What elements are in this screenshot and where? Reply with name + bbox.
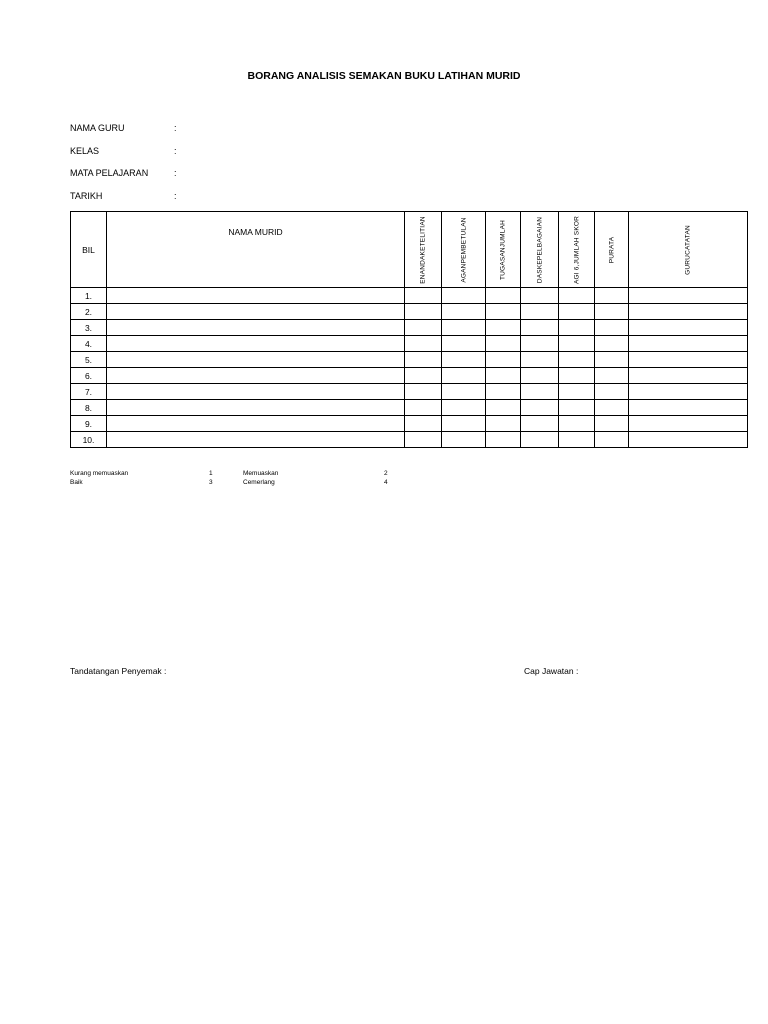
cell[interactable] bbox=[521, 416, 559, 432]
table-row bbox=[71, 304, 748, 320]
cell[interactable] bbox=[559, 384, 595, 400]
row-number: 3. bbox=[71, 320, 107, 336]
cell[interactable] bbox=[521, 288, 559, 304]
row-number: 1. bbox=[71, 288, 107, 304]
header-col-4-label: DASKEPELBAGAIAN bbox=[536, 216, 543, 283]
row-number: 5. bbox=[71, 352, 107, 368]
cell[interactable] bbox=[521, 352, 559, 368]
cell[interactable] bbox=[405, 304, 442, 320]
cell[interactable] bbox=[521, 304, 559, 320]
page-title: BORANG ANALISIS SEMAKAN BUKU LATIHAN MURID bbox=[247, 70, 521, 82]
legend-value: 2 bbox=[384, 470, 388, 477]
table-row bbox=[71, 288, 748, 304]
table-row bbox=[71, 368, 748, 384]
legend-label-cemerlang: Cemerlang bbox=[243, 479, 275, 486]
header-col-2-label: AGANPEMBETULAN bbox=[460, 216, 467, 283]
row-number: 9. bbox=[71, 416, 107, 432]
cell[interactable] bbox=[629, 336, 748, 352]
stamp-label: Cap Jawatan : bbox=[524, 666, 579, 676]
header-purata-label: PURATA bbox=[608, 236, 615, 263]
cell[interactable] bbox=[521, 336, 559, 352]
cell[interactable] bbox=[442, 432, 486, 448]
info-label: TARIKH bbox=[70, 191, 103, 201]
info-colon: : bbox=[174, 191, 177, 201]
cell[interactable] bbox=[405, 352, 442, 368]
score-legend bbox=[70, 469, 400, 489]
header-nama-murid-label: NAMA MURID bbox=[228, 227, 283, 237]
legend-label-kurang-memuaskan: Kurang memuaskan bbox=[70, 470, 129, 477]
cell-nama[interactable] bbox=[107, 416, 405, 432]
cell-nama[interactable] bbox=[107, 288, 405, 304]
cell-nama[interactable] bbox=[107, 384, 405, 400]
cell[interactable] bbox=[595, 416, 629, 432]
cell[interactable] bbox=[595, 368, 629, 384]
cell[interactable] bbox=[559, 304, 595, 320]
table-row bbox=[71, 352, 748, 368]
cell[interactable] bbox=[486, 304, 521, 320]
cell[interactable] bbox=[442, 336, 486, 352]
header-col-1 bbox=[405, 212, 442, 288]
table-header-row bbox=[71, 212, 748, 288]
cell[interactable] bbox=[559, 416, 595, 432]
cell[interactable] bbox=[629, 384, 748, 400]
legend-label-baik: Baik bbox=[70, 479, 83, 486]
cell[interactable] bbox=[559, 432, 595, 448]
header-catatan bbox=[629, 212, 748, 288]
header-catatan-label: GURUCATATAN bbox=[684, 224, 692, 275]
cell-nama[interactable] bbox=[107, 336, 405, 352]
cell[interactable] bbox=[486, 352, 521, 368]
signature-label: Tandatangan Penyemak : bbox=[70, 666, 167, 676]
cell[interactable] bbox=[629, 352, 748, 368]
header-col-5-label: AGI 6,JUMLAH SKOR bbox=[573, 215, 580, 284]
cell-nama[interactable] bbox=[107, 432, 405, 448]
cell[interactable] bbox=[595, 320, 629, 336]
cell-nama[interactable] bbox=[107, 400, 405, 416]
cell[interactable] bbox=[486, 400, 521, 416]
cell[interactable] bbox=[595, 400, 629, 416]
info-label: NAMA GURU bbox=[70, 123, 125, 133]
cell[interactable] bbox=[629, 400, 748, 416]
cell[interactable] bbox=[486, 336, 521, 352]
cell[interactable] bbox=[559, 336, 595, 352]
cell[interactable] bbox=[629, 304, 748, 320]
cell[interactable] bbox=[595, 304, 629, 320]
cell[interactable] bbox=[629, 320, 748, 336]
cell-nama[interactable] bbox=[107, 352, 405, 368]
cell[interactable] bbox=[595, 432, 629, 448]
legend-value: 3 bbox=[209, 479, 213, 486]
table-row bbox=[71, 416, 748, 432]
cell[interactable] bbox=[629, 432, 748, 448]
cell[interactable] bbox=[405, 400, 442, 416]
cell[interactable] bbox=[595, 336, 629, 352]
table-row bbox=[71, 320, 748, 336]
row-number: 8. bbox=[71, 400, 107, 416]
cell[interactable] bbox=[405, 432, 442, 448]
table-row bbox=[71, 432, 748, 448]
cell[interactable] bbox=[486, 368, 521, 384]
cell[interactable] bbox=[486, 416, 521, 432]
cell[interactable] bbox=[559, 320, 595, 336]
cell-nama[interactable] bbox=[107, 368, 405, 384]
table-row bbox=[71, 400, 748, 416]
cell[interactable] bbox=[486, 320, 521, 336]
cell[interactable] bbox=[405, 288, 442, 304]
cell[interactable] bbox=[486, 288, 521, 304]
cell[interactable] bbox=[442, 352, 486, 368]
cell[interactable] bbox=[405, 368, 442, 384]
header-col-1-label: ENANDAKETELITIAN bbox=[419, 215, 427, 284]
info-label: KELAS bbox=[70, 146, 100, 156]
row-number: 4. bbox=[71, 336, 107, 352]
cell[interactable] bbox=[521, 368, 559, 384]
cell[interactable] bbox=[442, 416, 486, 432]
info-colon: : bbox=[174, 168, 177, 178]
cell[interactable] bbox=[405, 416, 442, 432]
cell[interactable] bbox=[521, 384, 559, 400]
header-col-4 bbox=[521, 212, 559, 288]
cell[interactable] bbox=[595, 384, 629, 400]
header-col-5 bbox=[559, 212, 595, 288]
cell[interactable] bbox=[559, 288, 595, 304]
row-number: 6. bbox=[71, 368, 107, 384]
header-bil: BIL bbox=[71, 212, 107, 288]
table-row bbox=[71, 384, 748, 400]
header-col-3-label: TUGASANJUMLAH bbox=[499, 219, 507, 280]
cell[interactable] bbox=[559, 400, 595, 416]
cell[interactable] bbox=[559, 352, 595, 368]
cell[interactable] bbox=[442, 400, 486, 416]
cell[interactable] bbox=[405, 336, 442, 352]
cell[interactable] bbox=[521, 400, 559, 416]
cell[interactable] bbox=[629, 416, 748, 432]
analysis-table bbox=[70, 211, 748, 448]
legend-value: 4 bbox=[384, 479, 388, 486]
info-colon: : bbox=[174, 146, 177, 156]
cell[interactable] bbox=[521, 320, 559, 336]
cell[interactable] bbox=[595, 288, 629, 304]
row-number: 7. bbox=[71, 384, 107, 400]
header-col-2 bbox=[442, 212, 486, 288]
row-number: 10. bbox=[71, 432, 107, 448]
cell[interactable] bbox=[559, 368, 595, 384]
cell[interactable] bbox=[521, 432, 559, 448]
cell-nama[interactable] bbox=[107, 304, 405, 320]
cell[interactable] bbox=[442, 304, 486, 320]
cell[interactable] bbox=[442, 384, 486, 400]
header-purata bbox=[595, 212, 629, 288]
legend-label-memuaskan: Memuaskan bbox=[243, 470, 279, 477]
cell-nama[interactable] bbox=[107, 320, 405, 336]
cell[interactable] bbox=[442, 288, 486, 304]
cell[interactable] bbox=[405, 320, 442, 336]
legend-value: 1 bbox=[209, 470, 213, 477]
table-row bbox=[71, 336, 748, 352]
cell[interactable] bbox=[442, 368, 486, 384]
info-label: MATA PELAJARAN bbox=[70, 168, 149, 178]
cell[interactable] bbox=[405, 384, 442, 400]
header-nama-murid bbox=[107, 212, 405, 288]
cell[interactable] bbox=[629, 288, 748, 304]
cell[interactable] bbox=[629, 368, 748, 384]
cell[interactable] bbox=[486, 384, 521, 400]
cell[interactable] bbox=[486, 432, 521, 448]
header-col-3 bbox=[486, 212, 521, 288]
cell[interactable] bbox=[595, 352, 629, 368]
row-number: 2. bbox=[71, 304, 107, 320]
info-colon: : bbox=[174, 123, 177, 133]
cell[interactable] bbox=[442, 320, 486, 336]
